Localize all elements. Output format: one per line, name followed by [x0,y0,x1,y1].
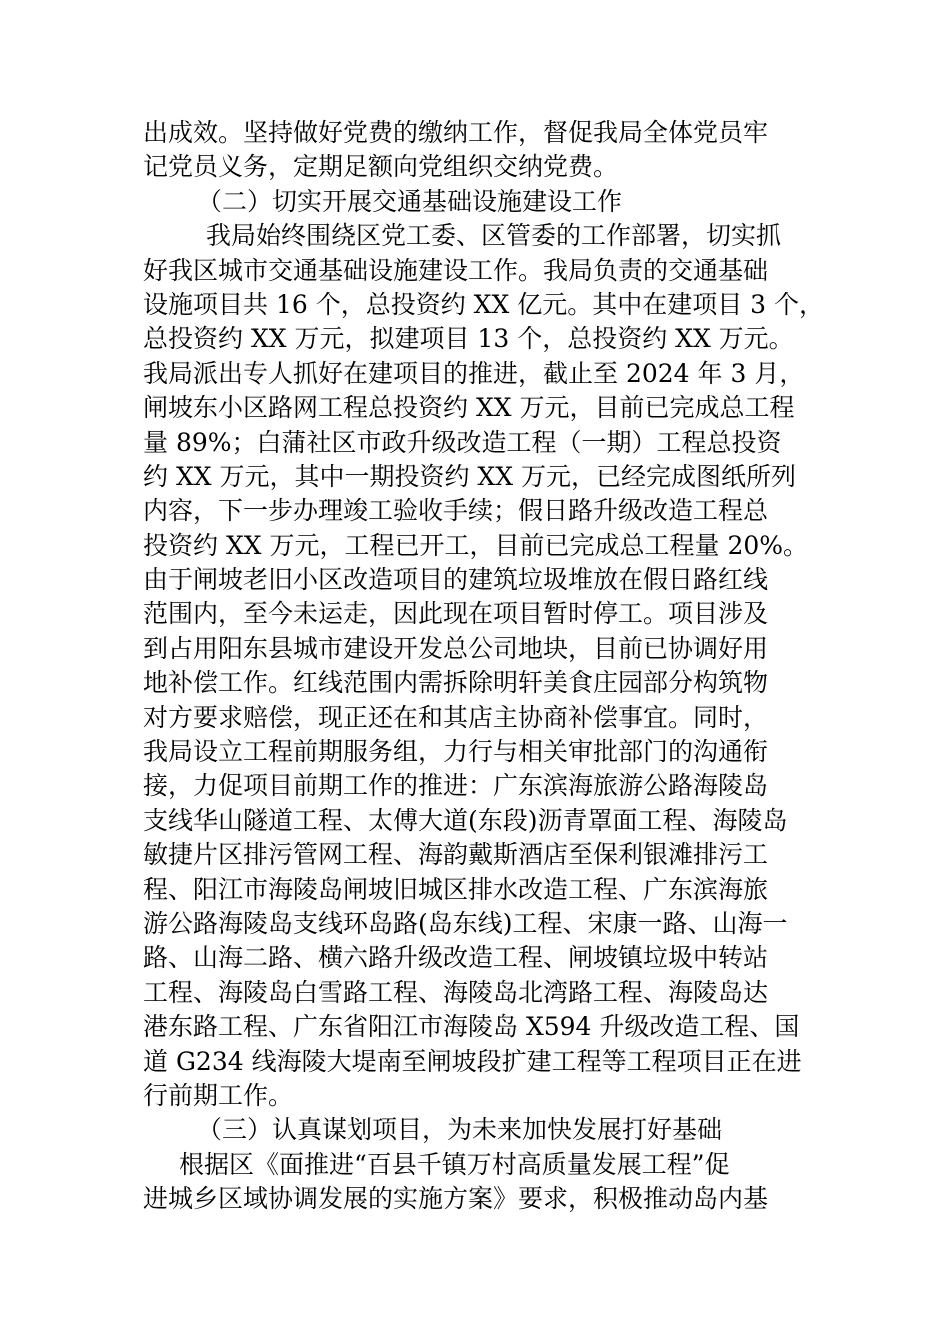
text-line: 记党员义务，定期足额向党组织交纳党费。 [143,152,619,182]
text-line: 地补偿工作。红线范围内需拆除明轩美食庄园部分构筑物 [143,668,769,698]
text-line: 闸坡东小区路网工程总投资约 XX 万元，目前已完成总工程 [143,393,795,423]
text-line: 量 89%；白蒲社区市政升级改造工程（一期）工程总投资 [143,427,782,457]
text-line: 道 G234 线海陵大堤南至闸坡段扩建工程等工程项目正在进 [143,1046,802,1076]
text-line: 我局设立工程前期服务组，力行与相关审批部门的沟通衔 [143,737,769,767]
text-line: 程、阳江市海陵岛闸坡旧城区排水改造工程、广东滨海旅 [143,874,769,904]
text-line: 港东路工程、广东省阳江市海陵岛 X594 升级改造工程、国 [143,1012,800,1042]
text-line: 支线华山隧道工程、太傅大道(东段)沥青罩面工程、海陵岛 [143,805,788,835]
text-line: 行前期工作。 [143,1080,294,1110]
text-line: 进城乡区域协调发展的实施方案》要求，积极推动岛内基 [143,1184,769,1214]
text-line: 我局派出专人抓好在建项目的推进，截止至 2024 年 3 月， [143,358,805,388]
text-line: 工程、海陵岛白雪路工程、海陵岛北湾路工程、海陵岛达 [143,977,769,1007]
text-line: 到占用阳东县城市建设开发总公司地块，目前已协调好用 [143,633,769,663]
section-heading: （三）认真谋划项目，为未来加快发展打好基础 [197,1115,723,1145]
text-line: 好我区城市交通基础设施建设工作。我局负责的交通基础 [143,255,769,285]
text-line: 出成效。坚持做好党费的缴纳工作，督促我局全体党员牢 [143,118,769,147]
text-line: 根据区《面推进“百县千镇万村高质量发展工程”促 [179,1149,730,1179]
text-line: 范围内，至今未运走，因此现在项目暂时停工。项目涉及 [143,599,769,629]
text-line: 敏捷片区排污管网工程、海韵戴斯酒店至保利银滩排污工 [143,840,769,870]
text-line: 约 XX 万元，其中一期投资约 XX 万元，已经完成图纸所列 [143,461,796,491]
text-line: 设施项目共 16 个，总投资约 XX 亿元。其中在建项目 3 个， [143,289,824,319]
document-body [143,116,843,1217]
section-heading: （二）切实开展交通基础设施建设工作 [197,186,623,216]
text-line: 路、山海二路、横六路升级改造工程、闸坡镇垃圾中转站 [143,943,769,973]
text-line: 由于闸坡老旧小区改造项目的建筑垃圾堆放在假日路红线 [143,565,769,595]
text-line: 游公路海陵岛支线环岛路(岛东线)工程、宋康一路、山海一 [143,908,788,938]
text-line: 内容，下一步办理竣工验收手续；假日路升级改造工程总 [143,496,769,526]
text-line: 我局始终围绕区党工委、区管委的工作部署，切实抓 [206,221,782,251]
text-line: 总投资约 XX 万元，拟建项目 13 个，总投资约 XX 万元。 [143,324,794,354]
text-line: 接，力促项目前期工作的推进：广东滨海旅游公路海陵岛 [143,771,769,801]
text-line: 对方要求赔偿，现正还在和其店主协商补偿事宜。同时， [143,702,769,732]
text-line: 投资约 XX 万元，工程已开工，目前已完成总工程量 20%。 [143,530,809,560]
